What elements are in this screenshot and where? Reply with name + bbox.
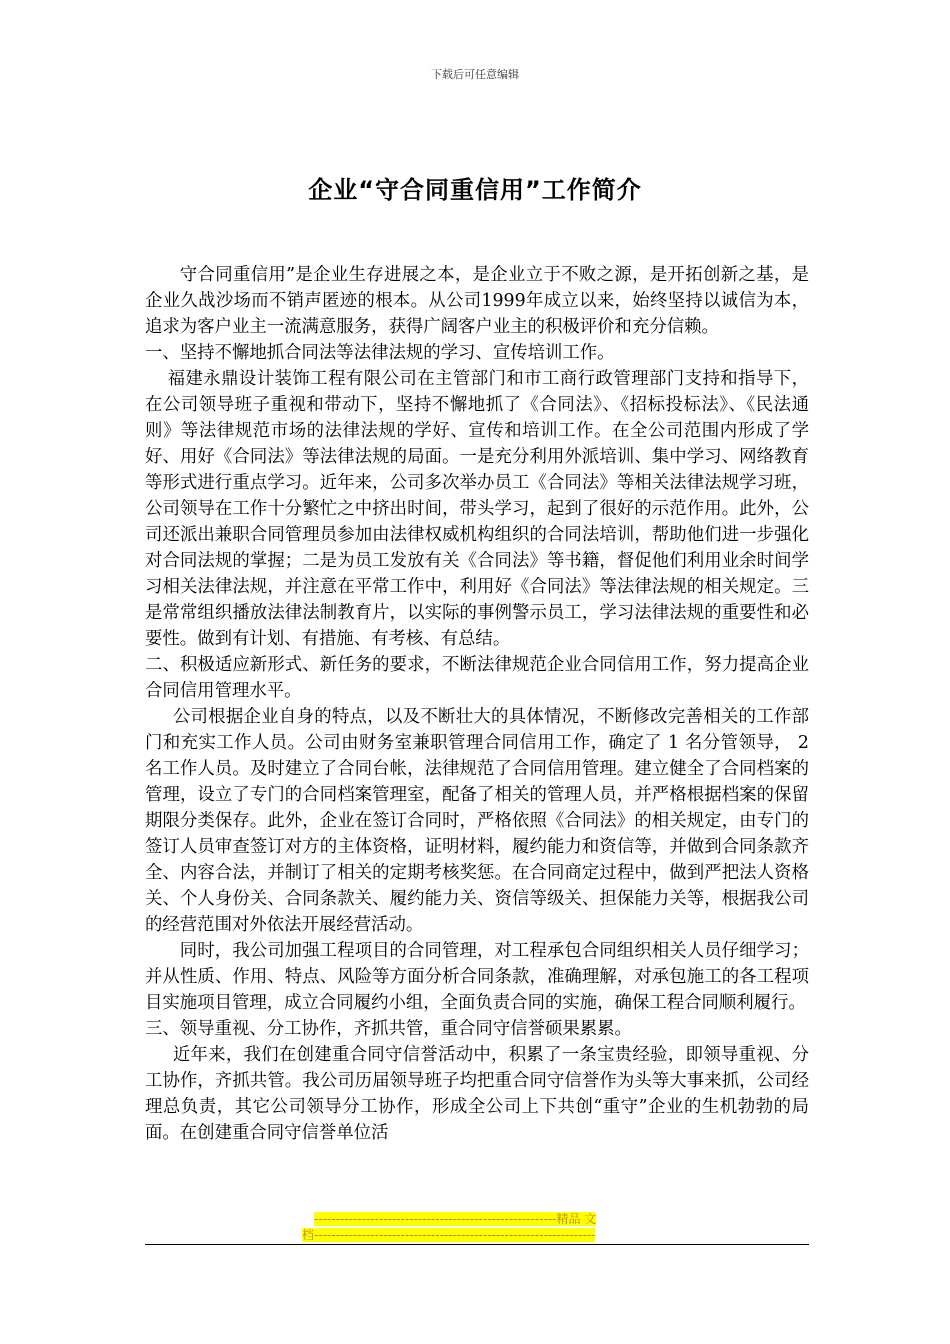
footer-watermark-line-1: [0, 1212, 950, 1226]
footer-watermark-text-2: 档-----------------------------------------------------------------: [302, 1228, 596, 1242]
paragraph-section-2-b: 同时，我公司加强工程项目的合同管理，对工程承包合同组织相关人员仔细学习；并从性质、作用、特点、风险等方面分析合同条款，准确理解，对承包施工的各工程项目实施项目管理，成立合同履约小组，全面负责合同的实施，确保工程合同顺利履行。: [145, 941, 809, 1013]
document-body: [145, 262, 809, 1146]
footer-watermark-text-1: --------------------------------------------------------精品 文: [314, 1212, 597, 1226]
section-heading-2: 二、积极适应新形式、新任务的要求，不断法律规范企业合同信用工作，努力提高企业合同信用管理水平。: [145, 655, 809, 701]
footer-watermark-line-2: [0, 1228, 950, 1242]
document-title: 企业“守合同重信用”工作简介: [308, 176, 642, 204]
page-header-note: 下载后可任意编辑: [431, 68, 519, 81]
footer-divider: [145, 1244, 809, 1245]
paragraph-section-3: 近年来，我们在创建重合同守信誉活动中，积累了一条宝贵经验，即领导重视、分工协作，齐抓共管。我公司历届领导班子均把重合同守信誉作为头等大事来抓，公司经理总负责，其它公司领导分工协作，形成全公司上下共创“重守”企业的生机勃勃的局面。在创建重合同守信誉单位活: [145, 1045, 809, 1143]
section-heading-3: 三、领导重视、分工协作，齐抓共管，重合同守信誉硕果累累。: [145, 1019, 632, 1039]
paragraph-section-2-a: 公司根据企业自身的特点，以及不断壮大的具体情况，不断修改完善相关的工作部门和充实工作人员。公司由财务室兼职管理合同信用工作，确定了 1 名分管领导， 2名工作人员。及时建立了合同台帐，法律规范了合同信用管理。建立健全了合同档案的管理，设立了专门的合同档案管理室，配备了相关的管理人员，并严格根据档案的保留期限分类保存。此外，企业在签订合同时，严格依照《合同法》的相关规定，由专门的签订人员审查签订对方的主体资格，证明材料，履约能力和资信等，并做到合同条款齐全、内容合法，并制订了相关的定期考核奖惩。在合同商定过程中，做到严把法人资格关、个人身份关、合同条款关、履约能力关、资信等级关、担保能力关等，根据我公司的经营范围对外依法开展经营活动。: [145, 707, 809, 935]
paragraph-intro: 守合同重信用”是企业生存进展之本，是企业立于不败之源，是开拓创新之基，是企业久战沙场而不销声匿迹的根本。从公司1999年成立以来，始终坚持以诚信为本，追求为客户业主一流满意服务，获得广阔客户业主的积极评价和充分信赖。: [145, 265, 809, 337]
paragraph-section-1: 福建永鼎设计装饰工程有限公司在主管部门和市工商行政管理部门支持和指导下，在公司领导班子重视和带动下，坚持不懈地抓了《合同法》、《招标投标法》、《民法通则》等法律规范市场的法律法规的学好、宣传和培训工作。在全公司范围内形成了学好、用好《合同法》等法律法规的局面。一是充分利用外派培训、集中学习、网络教育等形式进行重点学习。近年来，公司多次举办员工《合同法》等相关法律法规学习班，公司领导在工作十分繁忙之中挤出时间，带头学习，起到了很好的示范作用。此外，公司还派出兼职合同管理员参加由法律权威机构组织的合同法培训，帮助他们进一步强化对合同法规的掌握；二是为员工发放有关《合同法》等书籍，督促他们利用业余时间学习相关法律法规，并注意在平常工作中，利用好《合同法》等法律法规的相关规定。三是常常组织播放法律法制教育片，以实际的事例警示员工，学习法律法规的重要性和必要性。做到有计划、有措施、有考核、有总结。: [145, 369, 809, 649]
section-heading-1: 一、坚持不懈地抓合同法等法律法规的学习、宣传培训工作。: [145, 343, 615, 363]
